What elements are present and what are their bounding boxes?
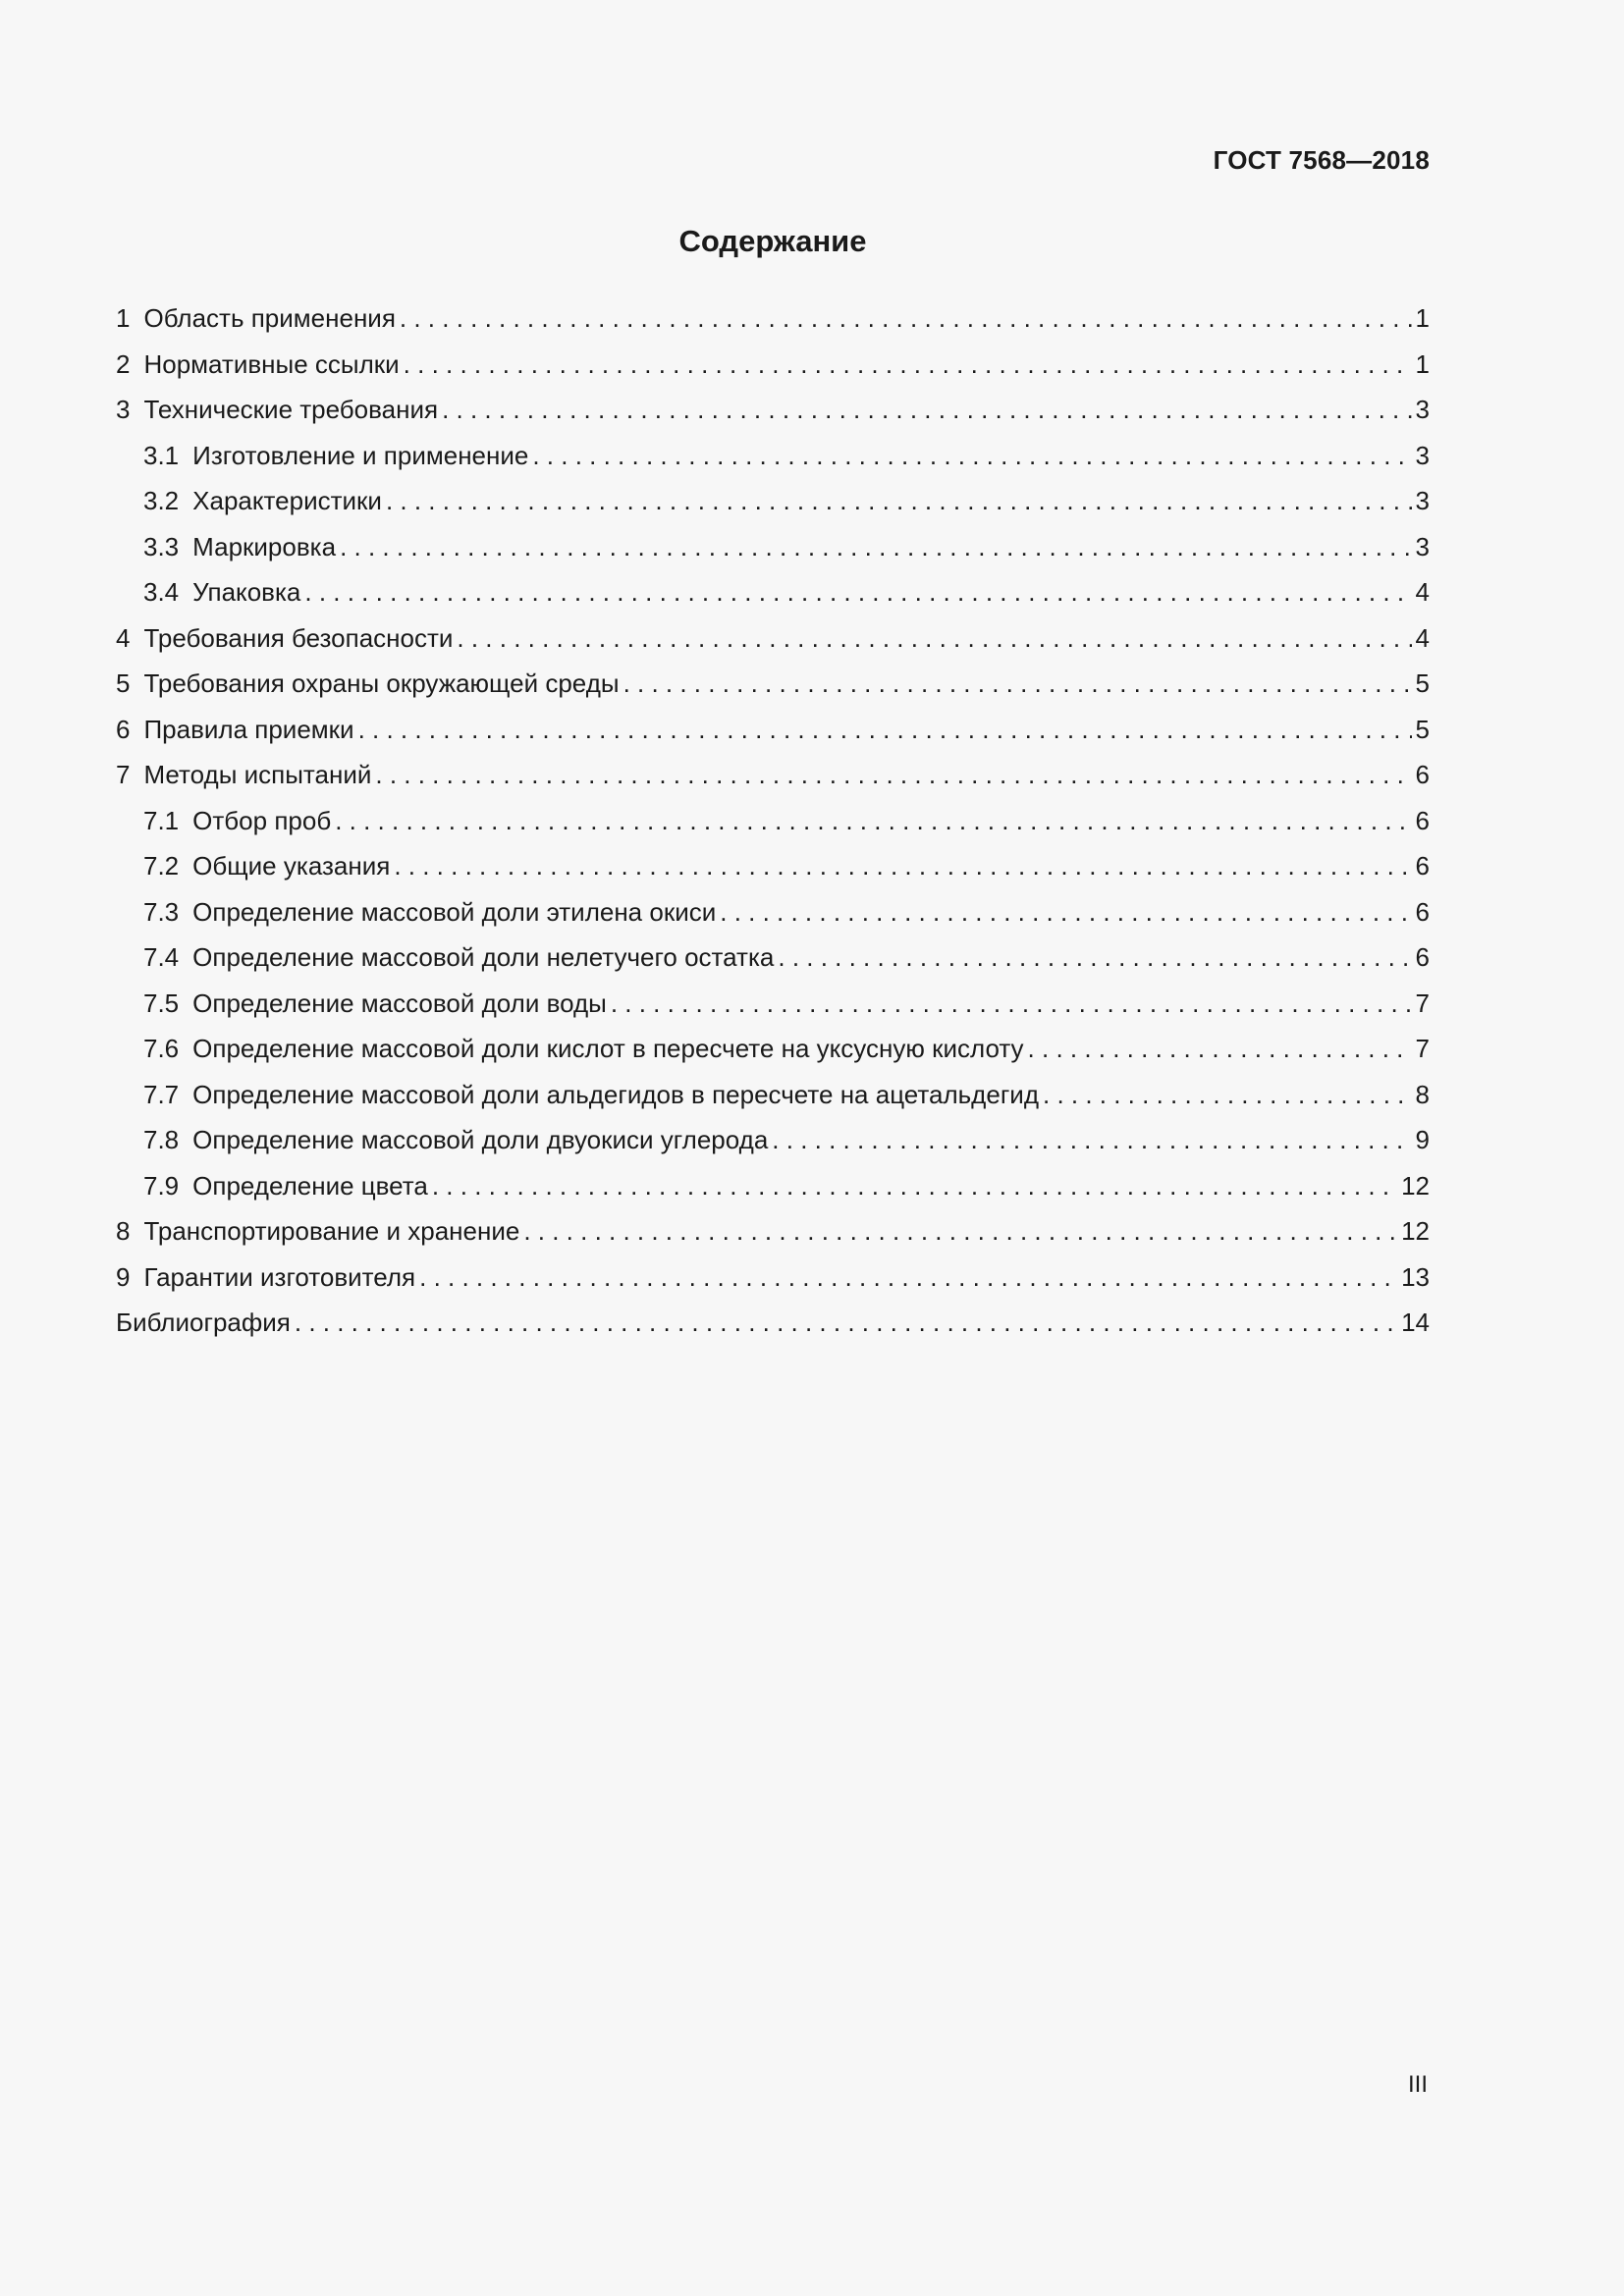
toc-entry-page: 6 bbox=[1415, 851, 1430, 881]
toc-entry-title: Правила приемки bbox=[143, 714, 354, 744]
toc-dot-leader bbox=[375, 752, 1411, 798]
toc-entry-number: 7.2 bbox=[143, 851, 180, 881]
toc-entry[interactable] bbox=[116, 524, 1430, 570]
toc-entry[interactable] bbox=[116, 1117, 1430, 1163]
toc-entry[interactable] bbox=[116, 934, 1430, 981]
toc-entry-page: 4 bbox=[1415, 577, 1430, 607]
toc-dot-leader bbox=[394, 843, 1411, 889]
toc-dot-leader bbox=[523, 1208, 1397, 1255]
toc-entry-page: 9 bbox=[1415, 1125, 1430, 1154]
toc-entry[interactable] bbox=[116, 707, 1430, 753]
toc-entry[interactable] bbox=[116, 478, 1430, 524]
toc-dot-leader bbox=[442, 387, 1411, 433]
toc-entry[interactable] bbox=[116, 569, 1430, 615]
toc-entry-number: 7.7 bbox=[143, 1079, 180, 1109]
page-number: III bbox=[1407, 2071, 1428, 2098]
toc-entry-number: 7.4 bbox=[143, 942, 180, 972]
toc-entry-number: 8 bbox=[116, 1216, 131, 1246]
toc-entry-title: Нормативные ссылки bbox=[143, 348, 400, 379]
toc-entry-title: Определение цвета bbox=[192, 1170, 428, 1201]
toc-entry-title: Общие указания bbox=[192, 851, 391, 881]
toc-entry-page: 12 bbox=[1401, 1216, 1430, 1246]
toc-entry-page: 5 bbox=[1415, 714, 1430, 744]
toc-dot-leader bbox=[611, 981, 1412, 1027]
toc-entry[interactable] bbox=[116, 752, 1430, 798]
toc-entry[interactable] bbox=[116, 661, 1430, 707]
toc-entry[interactable] bbox=[116, 387, 1430, 433]
toc-entry-title: Определение массовой доли нелетучего остатка bbox=[192, 942, 775, 972]
toc-entry-title: Транспортирование и хранение bbox=[143, 1216, 520, 1246]
toc-entry[interactable] bbox=[116, 1026, 1430, 1072]
toc-entry-number: 7.1 bbox=[143, 805, 180, 835]
toc-entry-page: 6 bbox=[1415, 896, 1430, 927]
toc-entry-page: 14 bbox=[1401, 1308, 1430, 1337]
toc-dot-leader bbox=[432, 1163, 1397, 1209]
toc-entry-page: 3 bbox=[1415, 486, 1430, 515]
toc-entry-page: 12 bbox=[1401, 1170, 1430, 1201]
toc-entry[interactable] bbox=[116, 342, 1430, 388]
toc-dot-leader bbox=[358, 707, 1412, 753]
toc-entry-number: 3.3 bbox=[143, 531, 180, 561]
toc-entry[interactable] bbox=[116, 798, 1430, 844]
toc-entry-title: Определение массовой доли воды bbox=[192, 988, 607, 1018]
toc-entry-number: 7.6 bbox=[143, 1034, 180, 1063]
toc-entry-page: 6 bbox=[1415, 805, 1430, 835]
toc-entry-number: 2 bbox=[116, 348, 131, 379]
toc-entry-title: Методы испытаний bbox=[143, 760, 372, 789]
toc-entry[interactable] bbox=[116, 1255, 1430, 1301]
toc-dot-leader bbox=[295, 1300, 1397, 1346]
toc-dot-leader bbox=[457, 615, 1411, 662]
toc-entry-title: Отбор проб bbox=[192, 805, 332, 835]
toc-entry-title: Технические требования bbox=[143, 395, 439, 424]
toc-entry[interactable] bbox=[116, 433, 1430, 479]
toc-entry[interactable] bbox=[116, 981, 1430, 1027]
toc-dot-leader bbox=[400, 295, 1412, 342]
toc-entry-number: 1 bbox=[116, 303, 131, 333]
toc-entry-title: Изготовление и применение bbox=[192, 440, 529, 470]
toc-entry-title: Определение массовой доли альдегидов в пересчете на ацетальдегид bbox=[192, 1079, 1039, 1109]
toc-entry-number: 7.3 bbox=[143, 896, 180, 927]
toc-dot-leader bbox=[304, 569, 1411, 615]
toc-entry-page: 7 bbox=[1415, 988, 1430, 1018]
toc-entry-title: Требования охраны окружающей среды bbox=[143, 668, 620, 698]
toc-entry-title: Библиография bbox=[116, 1308, 291, 1337]
toc-entry[interactable] bbox=[116, 1300, 1430, 1346]
toc-entry-title: Гарантии изготовителя bbox=[143, 1261, 416, 1292]
toc-entry-number: 5 bbox=[116, 668, 131, 698]
toc-entry-title: Маркировка bbox=[192, 531, 337, 561]
toc-entry-number: 3.2 bbox=[143, 486, 180, 515]
toc-entry-number: 7 bbox=[116, 760, 131, 789]
toc-dot-leader bbox=[532, 433, 1411, 479]
toc-title: Содержание bbox=[678, 224, 867, 258]
toc-entry[interactable] bbox=[116, 1163, 1430, 1209]
toc-entry-number: 3 bbox=[116, 395, 131, 424]
toc-entry-page: 4 bbox=[1415, 622, 1430, 653]
toc-entry[interactable] bbox=[116, 1208, 1430, 1255]
toc-entry-title: Характеристики bbox=[192, 486, 382, 515]
toc-entry-number: 9 bbox=[116, 1261, 131, 1292]
toc-dot-leader bbox=[335, 798, 1411, 844]
table-of-contents bbox=[116, 295, 1430, 1346]
toc-dot-leader bbox=[1043, 1072, 1412, 1118]
toc-entry-number: 3.1 bbox=[143, 440, 180, 470]
toc-entry[interactable] bbox=[116, 1072, 1430, 1118]
toc-dot-leader bbox=[720, 889, 1411, 935]
document-code: ГОСТ 7568—2018 bbox=[1213, 145, 1430, 175]
toc-dot-leader bbox=[404, 342, 1412, 388]
toc-entry-page: 3 bbox=[1415, 440, 1430, 470]
toc-entry-page: 3 bbox=[1415, 395, 1430, 424]
toc-entry-page: 7 bbox=[1415, 1034, 1430, 1063]
toc-entry-number: 4 bbox=[116, 622, 131, 653]
toc-entry[interactable] bbox=[116, 295, 1430, 342]
toc-entry-title: Определение массовой доли этилена окиси bbox=[192, 896, 717, 927]
toc-dot-leader bbox=[386, 478, 1412, 524]
toc-entry-page: 8 bbox=[1415, 1079, 1430, 1109]
toc-entry[interactable] bbox=[116, 843, 1430, 889]
toc-entry[interactable] bbox=[116, 615, 1430, 662]
toc-entry-number: 7.5 bbox=[143, 988, 180, 1018]
toc-entry-page: 6 bbox=[1415, 760, 1430, 789]
toc-entry-number: 6 bbox=[116, 714, 131, 744]
toc-entry-title: Область применения bbox=[143, 303, 396, 333]
toc-dot-leader bbox=[778, 934, 1411, 981]
toc-entry-number: 7.8 bbox=[143, 1125, 180, 1154]
toc-entry-page: 3 bbox=[1415, 531, 1430, 561]
toc-entry-page: 1 bbox=[1415, 348, 1430, 379]
toc-dot-leader bbox=[772, 1117, 1411, 1163]
toc-entry-page: 1 bbox=[1415, 303, 1430, 333]
toc-entry-number: 3.4 bbox=[143, 577, 180, 607]
toc-dot-leader bbox=[1028, 1026, 1412, 1072]
toc-entry-number: 7.9 bbox=[143, 1170, 180, 1201]
toc-entry-title: Определение массовой доли кислот в пересчете на уксусную кислоту bbox=[192, 1034, 1024, 1063]
toc-entry[interactable] bbox=[116, 889, 1430, 935]
toc-entry-page: 6 bbox=[1415, 942, 1430, 972]
toc-entry-title: Упаковка bbox=[192, 577, 301, 607]
toc-dot-leader bbox=[340, 524, 1411, 570]
toc-entry-page: 13 bbox=[1401, 1261, 1430, 1292]
toc-dot-leader bbox=[419, 1255, 1397, 1301]
toc-dot-leader bbox=[623, 661, 1412, 707]
toc-entry-page: 5 bbox=[1415, 668, 1430, 698]
toc-entry-title: Требования безопасности bbox=[143, 622, 454, 653]
toc-entry-title: Определение массовой доли двуокиси углерода bbox=[192, 1125, 769, 1154]
